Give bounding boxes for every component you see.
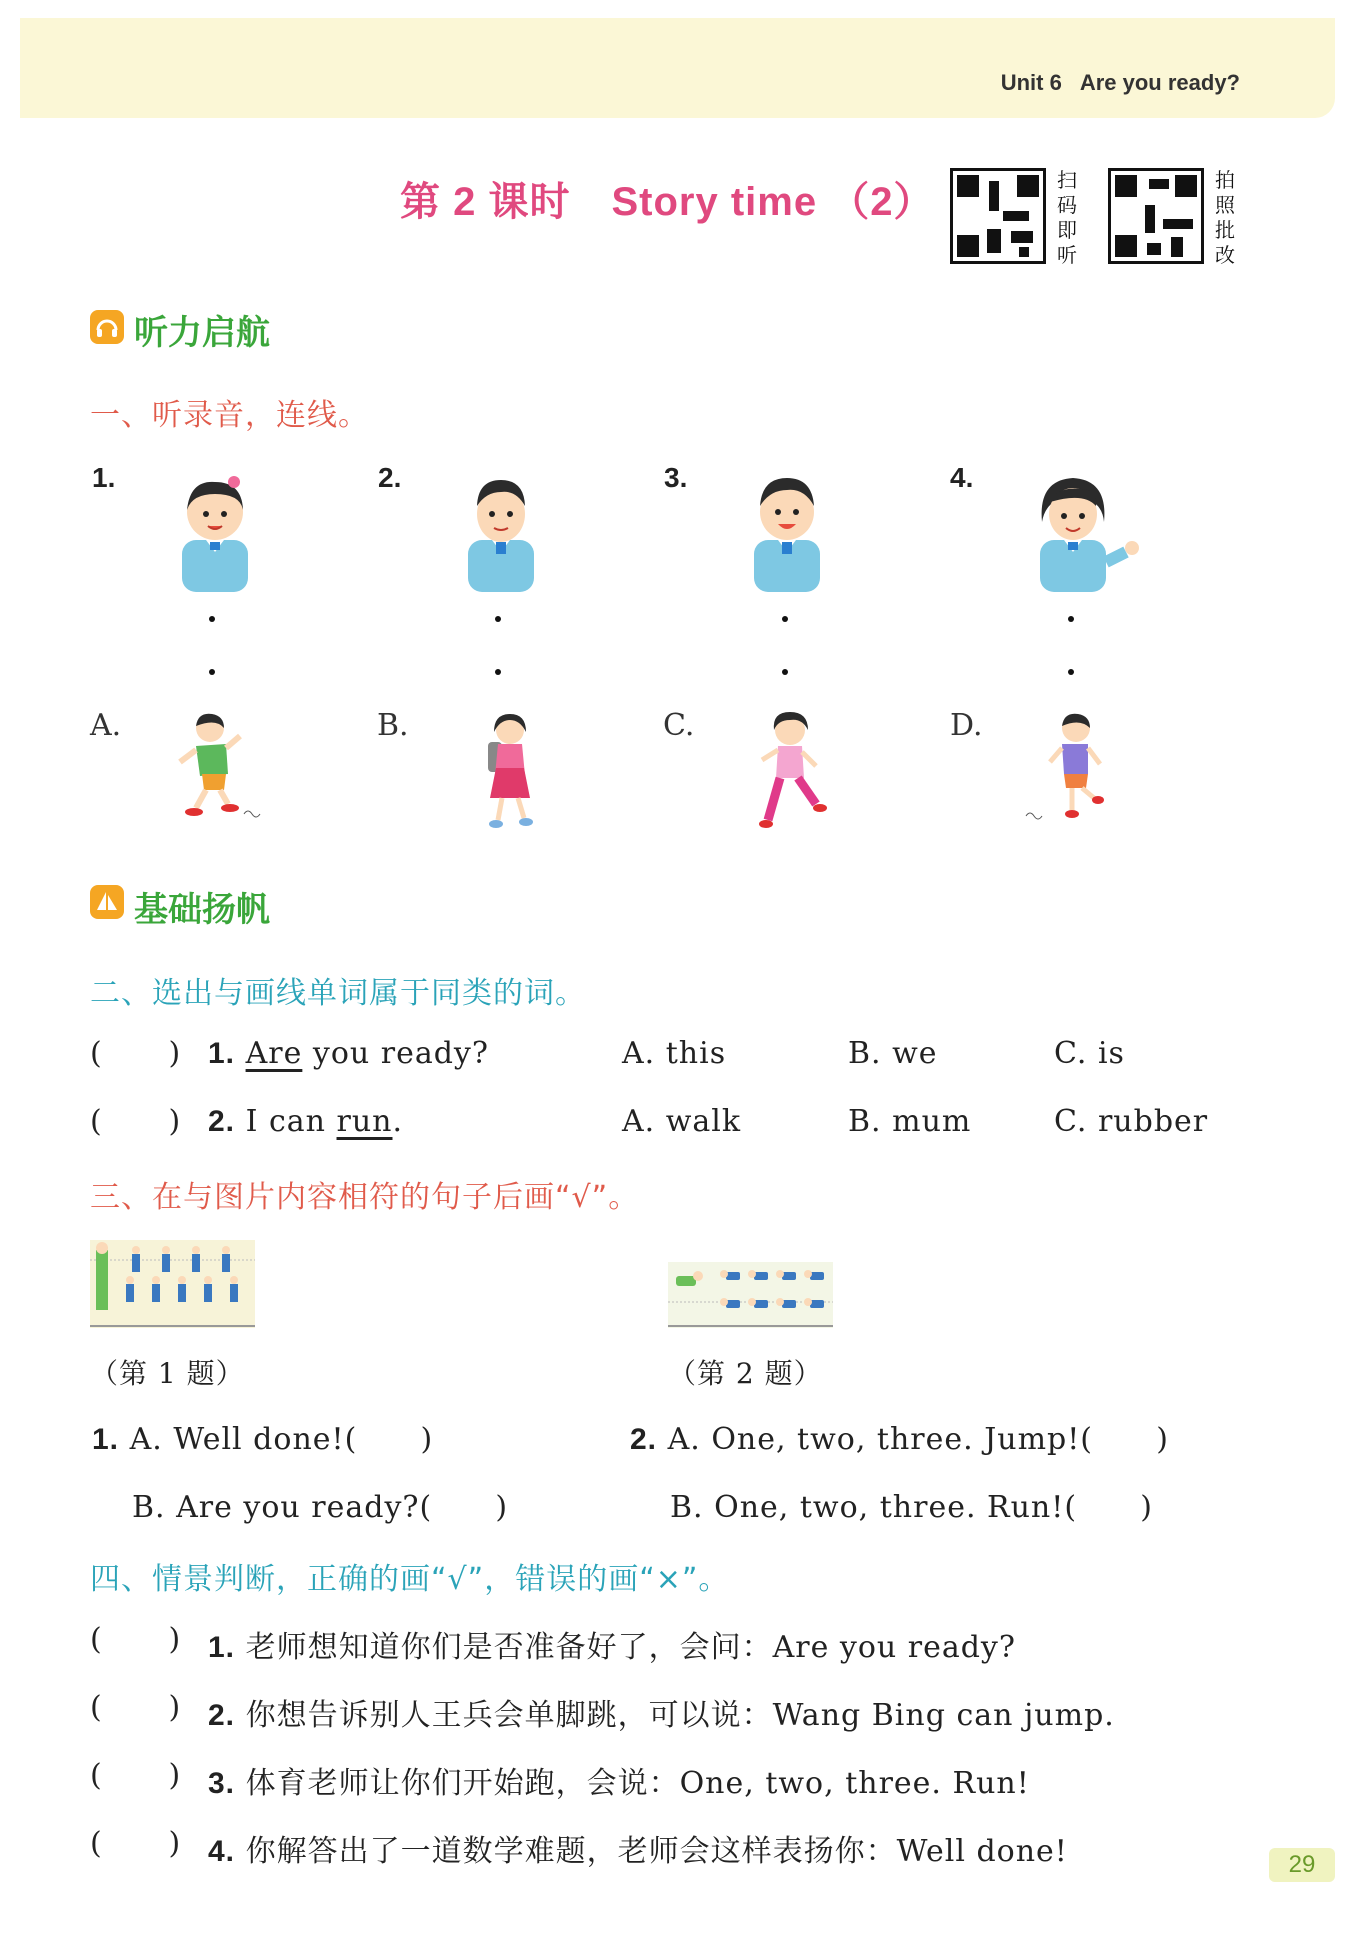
unit-header (1001, 70, 1240, 96)
q2-item-1-option-c[interactable]: C. is (1054, 1036, 1125, 1071)
match-dot-bottom-d[interactable] (1068, 669, 1074, 675)
q2-item-2-number: 2. (208, 1105, 236, 1138)
listening-section-title: 听力启航 (134, 313, 270, 353)
basics-section-icon (90, 885, 124, 919)
girl-running-illustration (746, 708, 836, 838)
q1-letter-c: C. (663, 708, 695, 743)
match-dot-bottom-b[interactable] (495, 669, 501, 675)
q4-item-3: 3. 体育老师让你们开始跑，会说：One, two, three. Run! (208, 1766, 1030, 1801)
q4-title: 四、情景判断，正确的画“√”，错误的画“×”。 (90, 1562, 730, 1597)
page-number: 29 (1269, 1848, 1335, 1882)
q3-item-1-a-blank[interactable]: ( ) (344, 1422, 434, 1457)
q3-item-2-b-blank[interactable]: ( ) (1064, 1490, 1153, 1525)
q4-item-1: 1. 老师想知道你们是否准备好了，会问：Are you ready? (208, 1630, 1016, 1665)
girl-ponytail-illustration (170, 462, 260, 592)
match-dot-top-3[interactable] (782, 616, 788, 622)
q2-answer-blank-1[interactable]: ( ) (90, 1036, 181, 1071)
boy-smiling-illustration (742, 462, 832, 592)
q3-caption-1: （第 1 题） (90, 1357, 245, 1390)
q2-item-1-option-b[interactable]: B. we (848, 1036, 938, 1071)
match-dot-bottom-a[interactable] (209, 669, 215, 675)
listen-qr-code[interactable] (950, 168, 1046, 264)
lesson-title: 第 2 课时 Story time （2） (400, 180, 935, 224)
q1-number-1: 1. (92, 462, 116, 493)
q4-answer-blank-3[interactable]: ( ) (90, 1758, 181, 1793)
q1-title: 一、听录音，连线。 (90, 398, 369, 433)
boy-jumping-illustration (166, 708, 266, 828)
q2-item-2-option-c[interactable]: C. rubber (1054, 1104, 1209, 1139)
q3-item-1-option-b: B. Are you ready?( ) (132, 1490, 509, 1525)
q3-picture-2 (668, 1262, 833, 1332)
unit-number: Unit 6 (1000, 70, 1062, 95)
q4-answer-blank-1[interactable]: ( ) (90, 1622, 181, 1657)
match-dot-top-1[interactable] (209, 616, 215, 622)
q2-item-1-underlined: Are (245, 1036, 303, 1071)
match-dot-bottom-c[interactable] (782, 669, 788, 675)
q3-item-1-b-blank[interactable]: ( ) (419, 1490, 509, 1525)
match-dot-top-2[interactable] (495, 616, 501, 622)
boy-hopping-illustration (1016, 708, 1116, 828)
basics-section-title: 基础扬帆 (134, 890, 270, 930)
q3-item-1-number: 1. (92, 1423, 120, 1456)
girl-backpack-illustration (470, 708, 550, 838)
q3-caption-2: （第 2 题） (668, 1357, 823, 1390)
q3-item-2-number: 2. (630, 1423, 658, 1456)
q1-number-4: 4. (950, 462, 974, 493)
unit-title: Are you ready? (1079, 70, 1240, 95)
q1-letter-d: D. (950, 708, 983, 743)
listen-qr-label: 扫 码 即 听 (1057, 168, 1077, 267)
q4-item-2: 2. 你想告诉别人王兵会单脚跳，可以说：Wang Bing can jump. (208, 1698, 1115, 1733)
q2-item-2: 2. I can run. (208, 1104, 404, 1139)
q1-letter-b: B. (377, 708, 409, 743)
q2-title: 二、选出与画线单词属于同类的词。 (90, 976, 586, 1011)
boy-glasses-illustration (456, 462, 546, 592)
q3-item-1-option-a: 1. A. Well done!( ) (92, 1422, 434, 1457)
q1-number-2: 2. (378, 462, 402, 493)
girl-waving-illustration (1028, 462, 1148, 592)
q4-answer-blank-4[interactable]: ( ) (90, 1826, 181, 1861)
q2-item-1-number: 1. (208, 1037, 236, 1070)
q4-item-4: 4. 你解答出了一道数学难题，老师会这样表扬你：Well done! (208, 1834, 1068, 1869)
q4-answer-blank-2[interactable]: ( ) (90, 1690, 181, 1725)
q3-title: 三、在与图片内容相符的句子后画“√”。 (90, 1180, 640, 1215)
grade-qr-code[interactable] (1108, 168, 1204, 264)
q2-item-2-underlined: run (336, 1104, 393, 1139)
grade-qr-label: 拍 照 批 改 (1215, 168, 1235, 267)
listening-section-icon (90, 310, 124, 344)
q1-letter-a: A. (90, 708, 122, 743)
q3-item-2-a-blank[interactable]: ( ) (1080, 1422, 1169, 1457)
match-dot-top-4[interactable] (1068, 616, 1074, 622)
q2-item-2-option-b[interactable]: B. mum (848, 1104, 972, 1139)
q3-item-2-option-a: 2. A. One, two, three. Jump!( ) (630, 1422, 1169, 1457)
q2-item-1: 1. Are you ready? (208, 1036, 489, 1071)
q2-item-2-option-a[interactable]: A. walk (622, 1104, 742, 1139)
header-band (20, 18, 1335, 118)
q3-item-2-option-b: B. One, two, three. Run!( ) (670, 1490, 1153, 1525)
q2-item-1-option-a[interactable]: A. this (622, 1036, 727, 1071)
q2-answer-blank-2[interactable]: ( ) (90, 1104, 181, 1139)
q3-picture-1 (90, 1240, 255, 1330)
q1-number-3: 3. (664, 462, 688, 493)
headphone-icon (94, 314, 120, 340)
sail-icon (94, 889, 120, 915)
